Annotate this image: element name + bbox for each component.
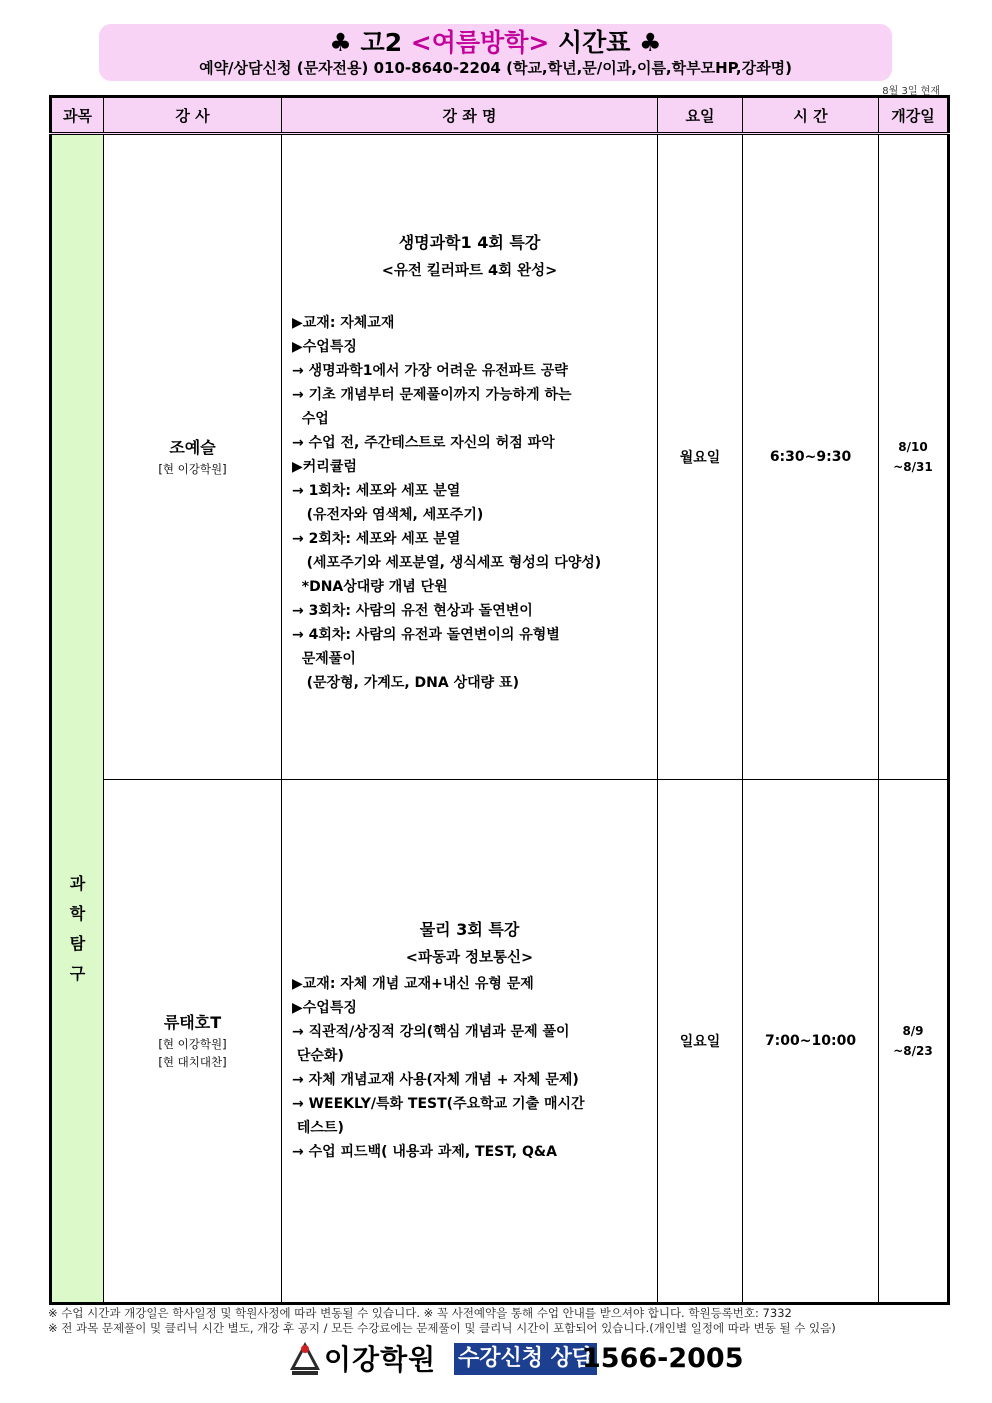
course-details: ▶교재: 자체 개념 교재+내신 유형 문제 ▶수업특징 → 직관적/상징적 강의(핵심 개념과 문제 풀이 단순화) → 자체 개념교재 사용(자체 개념 + 자체 문제) → WEEKLY/특화 TEST(주요학교 기출 매시간 테스트) → 수업 피드백( 내용과 과제, TEST, Q&A <box>292 976 585 1160</box>
teacher-affiliation: [현 대치대찬] <box>158 1055 227 1069</box>
contact-subtitle: 예약/상담신청 (문자전용) 010-8640-2204 (학교,학년,문/이과,이름,학부모HP,강좌명) <box>199 59 792 77</box>
course-title: 생명과학1 4회 특강 <box>398 233 541 252</box>
col-subject: 과목 <box>51 97 104 134</box>
header-row <box>51 97 949 134</box>
table-row <box>51 780 949 1304</box>
day-cell: 일요일 <box>658 780 743 1304</box>
course-subtitle: <파동과 정보통신> <box>405 950 534 966</box>
course-cell <box>282 134 658 780</box>
teacher-affiliation: [현 이강학원] <box>158 462 227 476</box>
page-title: ♣ 고2 <여름방학> 시간표 ♣ <box>329 28 662 57</box>
col-day: 요일 <box>658 97 743 134</box>
academy-logo-icon <box>288 1340 322 1378</box>
start-date-cell: 8/10 ~8/31 <box>879 134 949 780</box>
course-title: 물리 3회 특강 <box>419 920 520 939</box>
footnote: ※ 전 과목 문제풀이 및 클리닉 시간 별도, 개강 후 공지 / 모든 수강료에는 문제풀이 및 클리닉 시간이 포함되어 있습니다.(개인별 일정에 따라 변동 될 수 있음) <box>48 1321 836 1335</box>
col-course: 강 좌 명 <box>282 97 658 134</box>
time-cell: 7:00~10:00 <box>743 780 879 1304</box>
teacher-affiliation: [현 이강학원] <box>158 1037 227 1051</box>
academy-name: 이강학원 <box>324 1343 437 1376</box>
table-row <box>51 134 949 780</box>
col-teacher: 강 사 <box>104 97 282 134</box>
title-highlight: <여름방학> <box>410 28 550 57</box>
title-banner <box>99 24 892 81</box>
course-subtitle: <유전 킬러파트 4회 완성> <box>381 263 558 279</box>
phone-number: 1566-2005 <box>582 1343 744 1374</box>
col-time: 시 간 <box>743 97 879 134</box>
teacher-cell <box>104 134 282 780</box>
start-date-cell: 8/9 ~8/23 <box>879 780 949 1304</box>
consult-banner: 수강신청 상담 <box>454 1343 597 1375</box>
timetable <box>49 95 950 1305</box>
day-cell: 월요일 <box>658 134 743 780</box>
teacher-cell <box>104 780 282 1304</box>
course-details: ▶교재: 자체교재 ▶수업특징 → 생명과학1에서 가장 어려운 유전파트 공략 → 기초 개념부터 문제풀이까지 가능하게 하는 수업 → 수업 전, 주간테스트로 자신의 허점 파악 ▶커리큘럼 → 1회차: 세포와 세포 분열 (유전자와 염색체, 세포주기) → 2회차: 세포와 세포 분열 (세포주기와 세포분열, 생식세포 형성의 다양성) *DNA상대량 개념 단원 → 3회차: 사람의 유전 현상과 돌연변이 → 4회차: 사람의 유전과 돌연변이의 유형별 문제풀이 (문장형, 가계도, DNA 상대량 표) <box>292 315 602 691</box>
col-start: 개강일 <box>879 97 949 134</box>
as-of-date: 8월 3일 현재 <box>882 86 940 97</box>
footnote: ※ 수업 시간과 개강일은 학사일정 및 학원사정에 따라 변동될 수 있습니다. ※ 꼭 사전예약을 통해 수업 안내를 받으셔야 합니다. 학원등록번호: 7332 <box>48 1306 792 1320</box>
teacher-name: 류태호T <box>163 1013 222 1032</box>
subject-cell: 과 학 탐 구 <box>51 134 104 1304</box>
teacher-name: 조예슬 <box>169 438 216 457</box>
time-cell: 6:30~9:30 <box>743 134 879 780</box>
course-cell <box>282 780 658 1304</box>
